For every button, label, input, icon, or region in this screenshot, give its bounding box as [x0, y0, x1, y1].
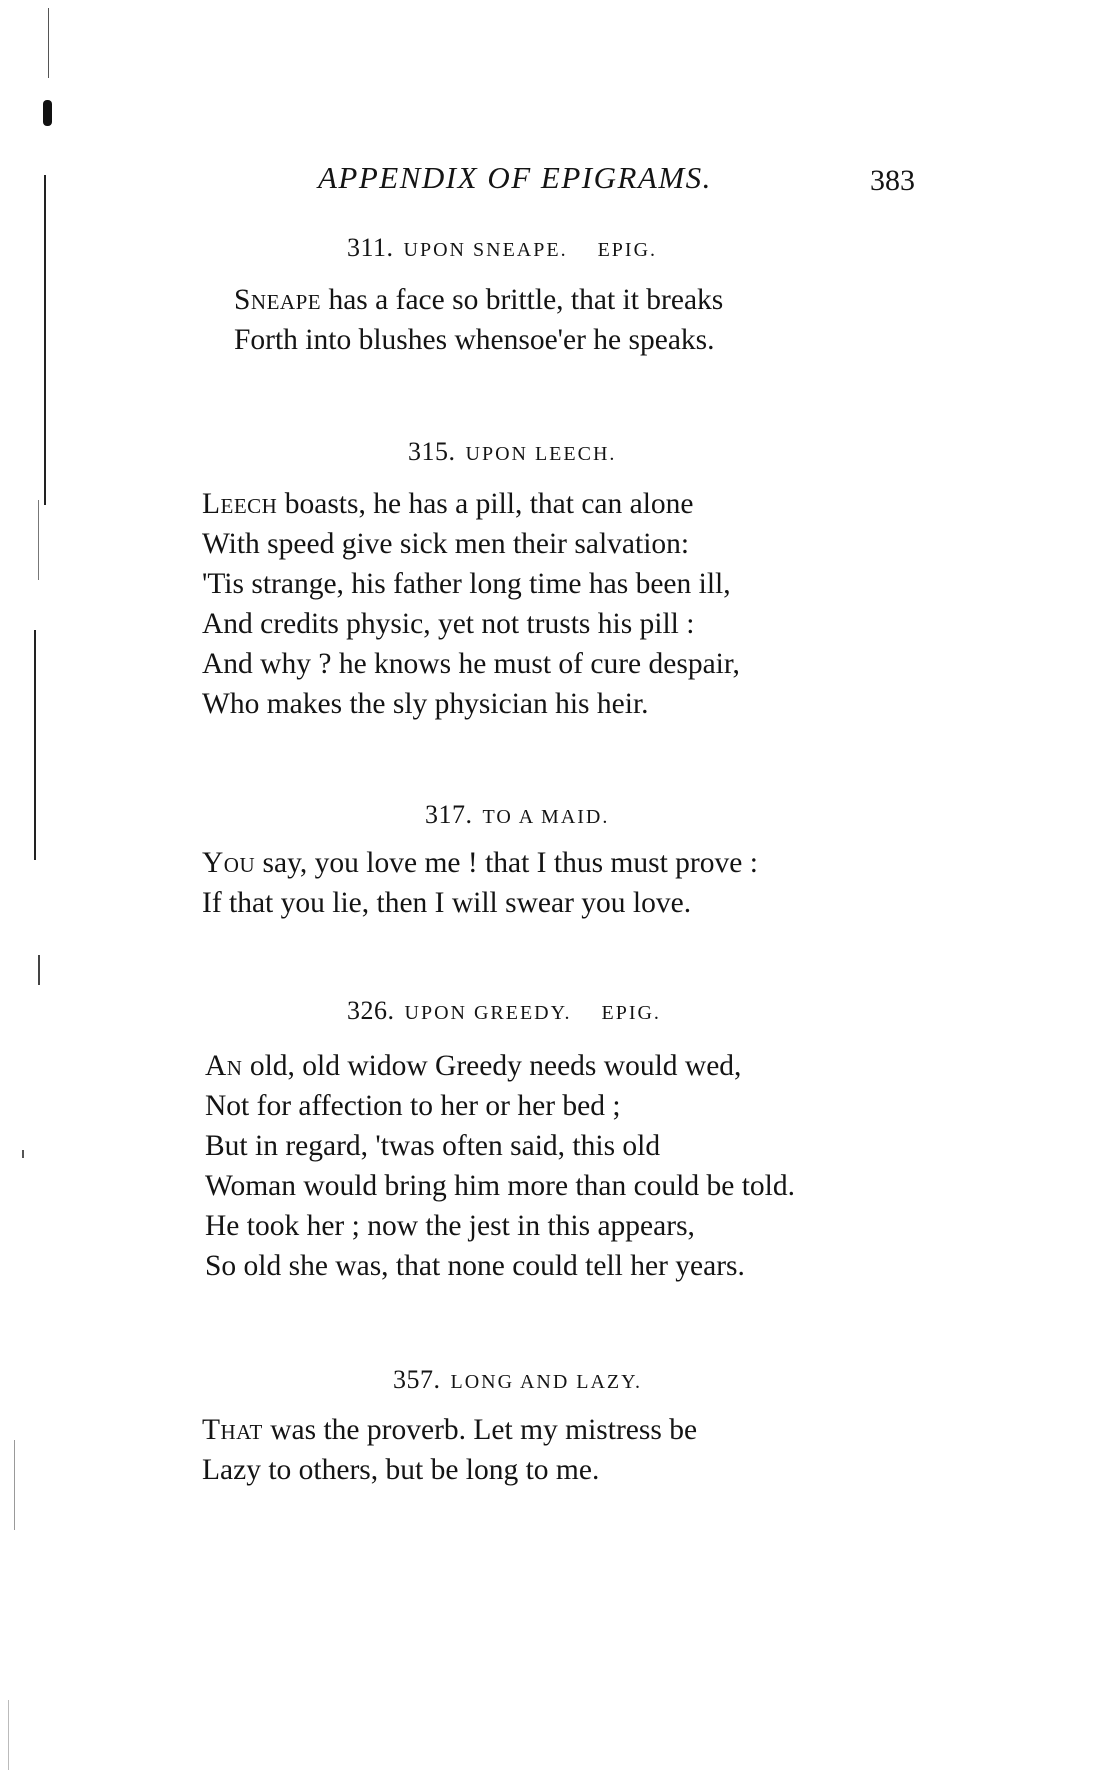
epigram-title — [408, 437, 616, 467]
verse-line: 'Tis strange, his father long time has been ill, — [202, 568, 731, 600]
epigram-title — [347, 233, 657, 263]
verse-line: So old she was, that none could tell her years. — [205, 1250, 745, 1282]
verse-line: If that you lie, then I will swear you love. — [202, 887, 692, 919]
page-number: 383 — [870, 164, 915, 197]
verse-line: But in regard, 'twas often said, this old — [205, 1130, 661, 1162]
epigram-text — [202, 1410, 697, 1490]
epigram-number: 317. — [425, 800, 473, 829]
scan-edge-line — [48, 8, 49, 78]
verse-line: Who makes the sly physician his heir. — [202, 688, 649, 720]
verse-first-word: Sneape — [234, 284, 322, 316]
epigram-text — [205, 1046, 795, 1286]
epigram-heading: LONG AND LAZY. — [450, 1371, 643, 1393]
epigram-heading: UPON SNEAPE. — [403, 239, 568, 261]
epigram-number: 311. — [347, 233, 394, 262]
scan-edge-line — [44, 175, 46, 505]
verse-line: He took her ; now the jest in this appears, — [205, 1210, 695, 1242]
verse-first-word: Leech — [202, 488, 278, 520]
verse-line: Lazy to others, but be long to me. — [202, 1454, 600, 1486]
epigram-title — [347, 996, 661, 1026]
epigram-heading: TO A MAID. — [482, 806, 610, 828]
verse-line: Woman would bring him more than could be told. — [205, 1170, 795, 1202]
verse-first-word: You — [202, 847, 256, 879]
verse-line: And why ? he knows he must of cure despair, — [202, 648, 740, 680]
verse-first-word: That — [202, 1414, 263, 1446]
verse-first-word: An — [205, 1050, 243, 1082]
epigram-heading: UPON LEECH. — [465, 443, 617, 465]
scan-edge-line — [14, 1440, 15, 1530]
epigram-text — [202, 484, 740, 724]
scan-edge-line — [8, 1700, 9, 1770]
scan-edge-line — [38, 955, 40, 985]
scan-edge-line — [34, 630, 36, 860]
verse-line: You say, you love me ! that I thus must prove : — [202, 847, 758, 879]
verse-line: Leech boasts, he has a pill, that can alone — [202, 488, 694, 520]
epigram-number: 357. — [393, 1365, 441, 1394]
epigram-title — [393, 1365, 642, 1395]
verse-line: Forth into blushes whensoe'er he speaks. — [234, 324, 715, 356]
verse-line: That was the proverb. Let my mistress be — [202, 1414, 698, 1446]
scan-edge-line — [38, 500, 39, 580]
epigram-heading-tail: EPIG. — [597, 239, 658, 261]
verse-line: An old, old widow Greedy needs would wed, — [205, 1050, 742, 1082]
epigram-heading: UPON GREEDY. — [404, 1002, 572, 1024]
epigram-title — [425, 800, 609, 830]
epigram-number: 326. — [347, 996, 395, 1025]
verse-line: With speed give sick men their salvation: — [202, 528, 690, 560]
epigram-text — [202, 843, 758, 923]
verse-line: And credits physic, yet not trusts his pill : — [202, 608, 695, 640]
scan-edge-blot — [43, 100, 52, 126]
running-title: APPENDIX OF EPIGRAMS. — [318, 160, 712, 195]
verse-line: Not for affection to her or her bed ; — [205, 1090, 621, 1122]
verse-line: Sneape has a face so brittle, that it breaks — [234, 284, 724, 316]
epigram-text — [234, 280, 723, 360]
epigram-heading-tail: EPIG. — [601, 1002, 661, 1024]
scan-edge-line — [22, 1150, 24, 1158]
epigram-number: 315. — [408, 437, 456, 466]
